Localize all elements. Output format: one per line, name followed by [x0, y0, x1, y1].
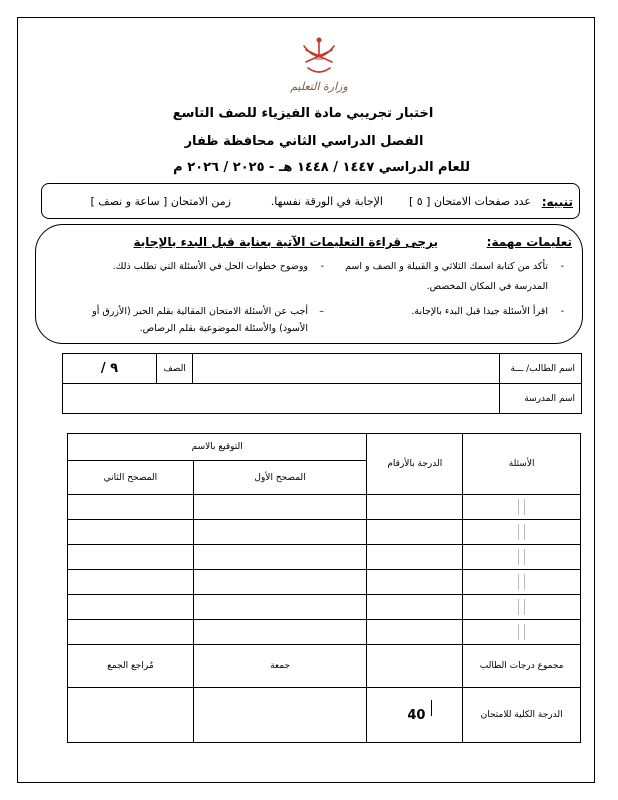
student-info-table — [62, 353, 582, 414]
bullet: - — [560, 261, 564, 272]
second-corrector-cell[interactable] — [68, 495, 194, 520]
second-corrector-cell[interactable] — [68, 545, 194, 570]
notice-box — [41, 183, 580, 219]
grade-cell[interactable] — [367, 595, 463, 620]
class-value[interactable]: ٩ / — [63, 354, 157, 384]
academic-year: للعام الدراسي ١٤٤٧ / ١٤٤٨ هـ - ٢٠٢٥ / ٢٠٢٦ م — [173, 160, 470, 175]
question-cell[interactable] — [463, 520, 581, 545]
instruction-item: المدرسة في المكان المخصص. — [426, 281, 548, 292]
second-corrector-cell[interactable] — [68, 595, 194, 620]
question-cell[interactable] — [463, 595, 581, 620]
full-mark-cell — [367, 688, 463, 743]
grade-cell[interactable] — [367, 495, 463, 520]
exam-duration: زمن الامتحان [ ساعة و نصف ] — [90, 195, 231, 208]
signature-header: التوقيع بالاسم — [68, 434, 367, 461]
second-corrector-header: المصحح الثاني — [68, 461, 194, 495]
instruction-item: تأكد من كتابة اسمك الثلاثي و القبيلة و الصف و اسم — [345, 261, 548, 272]
question-cell[interactable] — [463, 620, 581, 645]
total-label: مجموع درجات الطالب — [463, 645, 581, 688]
full-mark-value: 40 — [407, 708, 426, 723]
first-corrector-cell[interactable] — [193, 595, 367, 620]
student-name-label: اسم الطالب/ ـــة — [500, 354, 582, 384]
first-corrector-cell[interactable] — [193, 520, 367, 545]
grades-table — [67, 433, 581, 743]
instruction-item: الأسود) والأسئلة الموضوعية بقلم الرصاص. — [139, 323, 308, 334]
first-corrector-header: المصحح الأول — [193, 461, 367, 495]
reviewer-signature-cell[interactable] — [68, 688, 194, 743]
second-corrector-cell[interactable] — [68, 520, 194, 545]
questions-header: الأسئلة — [463, 434, 581, 495]
bullet: – — [319, 306, 324, 317]
grade-digits-header: الدرجة بالأرقام — [367, 434, 463, 495]
ministry-name: وزارة التعليم — [290, 80, 348, 93]
second-corrector-cell[interactable] — [68, 570, 194, 595]
first-corrector-cell[interactable] — [193, 570, 367, 595]
answer-note: الإجابة في الورقة نفسها. — [270, 195, 383, 208]
class-label: الصف — [156, 354, 192, 384]
reviewer-label: مُراجع الجمع — [68, 645, 194, 688]
question-cell[interactable] — [463, 570, 581, 595]
bullet: - — [560, 306, 564, 317]
first-corrector-cell[interactable] — [193, 545, 367, 570]
grade-cell[interactable] — [367, 620, 463, 645]
pages-count: عدد صفحات الامتحان [ ٥ ] — [408, 195, 531, 208]
grade-cell[interactable] — [367, 545, 463, 570]
instructions-subheading: يرجى قراءة التعليمات الآتية بعناية قبل البدء بالإجابة — [133, 235, 438, 249]
full-mark-label: الدرجة الكلية للامتحان — [463, 688, 581, 743]
question-cell[interactable] — [463, 495, 581, 520]
instruction-item: أجب عن الأسئلة الامتحان المقالية بقلم الحبر (الأزرق أو — [92, 306, 308, 317]
semester-title: الفصل الدراسي الثاني محافظة ظفار — [184, 134, 424, 149]
school-name-field[interactable] — [63, 384, 500, 414]
question-cell[interactable] — [463, 545, 581, 570]
grade-cell[interactable] — [367, 570, 463, 595]
exam-title: اختبار تجريبي مادة الفيزياء للصف التاسع — [172, 106, 434, 121]
collector-label: جمعة — [193, 645, 367, 688]
student-name-field[interactable] — [192, 354, 499, 384]
first-corrector-cell[interactable] — [193, 620, 367, 645]
second-corrector-cell[interactable] — [68, 620, 194, 645]
instruction-item: اقرأ الأسئلة جيدا قبل البدء بالإجابة. — [411, 306, 548, 317]
first-corrector-cell[interactable] — [193, 495, 367, 520]
instructions-heading: تعليمات مهمة: — [486, 235, 572, 249]
divider — [431, 700, 432, 716]
ministry-emblem-icon — [294, 32, 344, 84]
grade-cell[interactable] — [367, 520, 463, 545]
collector-signature-cell[interactable] — [193, 688, 367, 743]
school-name-label: اسم المدرسة — [500, 384, 582, 414]
instructions-box — [35, 224, 583, 344]
bullet: - — [320, 261, 324, 272]
notice-label: تنبيه: — [541, 195, 573, 209]
total-value-cell[interactable] — [367, 645, 463, 688]
instruction-item: ووضوح خطوات الحل في الأسئلة التي تطلب ذلك. — [112, 261, 308, 272]
